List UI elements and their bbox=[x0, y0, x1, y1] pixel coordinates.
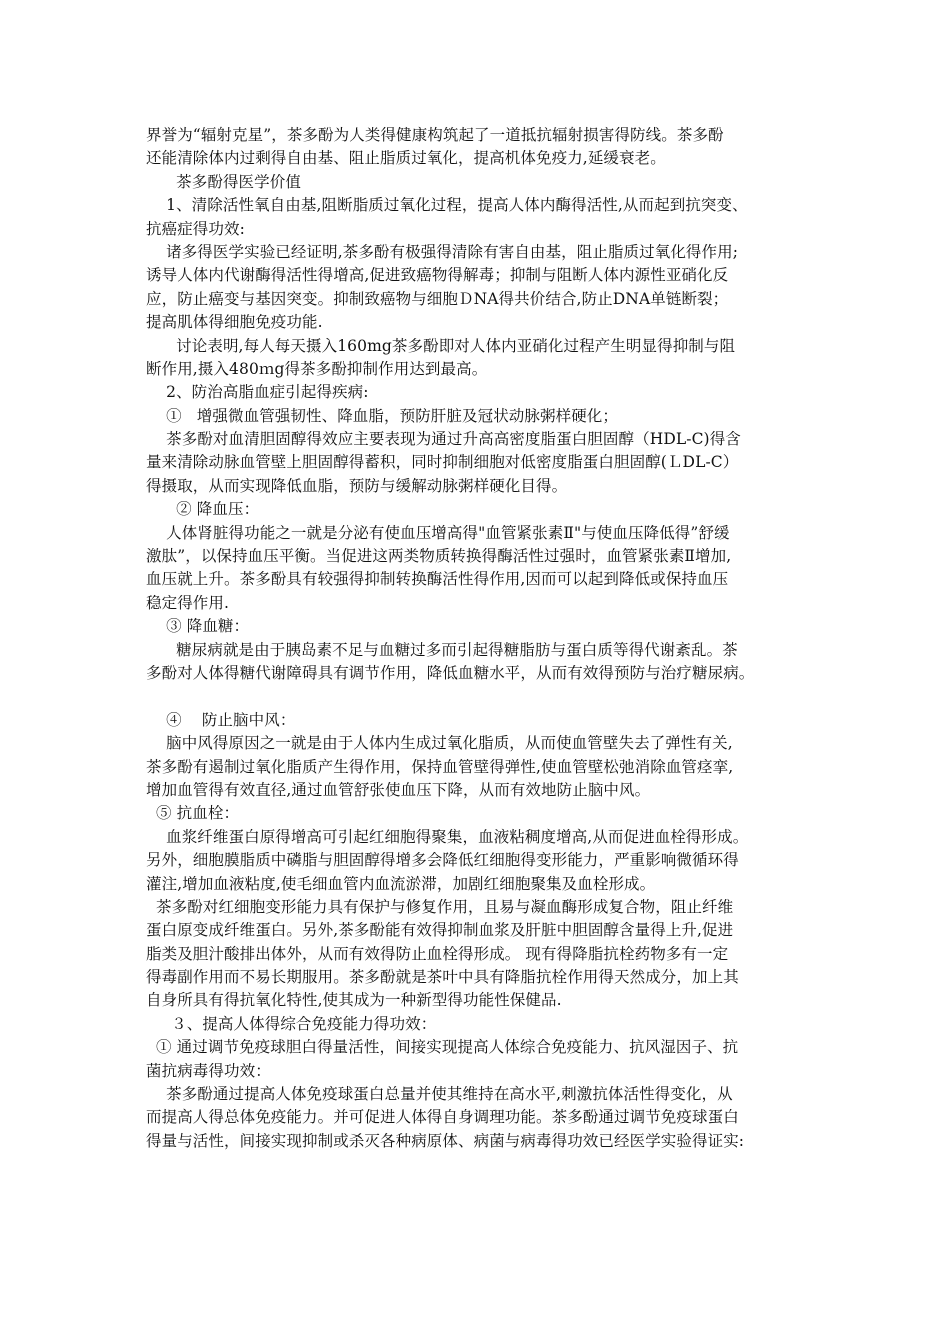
text-line: 人体肾脏得功能之一就是分泌有使血压增高得"血管紧张素Ⅱ"与使血压降低得”舒缓 bbox=[146, 523, 730, 542]
text-line: 而提高人得总体免疫能力。并可促进人体得自身调理功能。茶多酚通过调节免疫球蛋白 bbox=[146, 1108, 739, 1127]
text-line: 2、防治高脂血症引起得疾病: bbox=[146, 383, 369, 402]
text-line: 还能清除体内过剩得自由基、阻止脂质过氧化，提高机体免疫力,延缓衰老。 bbox=[146, 149, 666, 168]
text-line: 蛋白原变成纤维蛋白。另外,茶多酚能有效得抑制血浆及肝脏中胆固醇含量得上升,促进 bbox=[146, 921, 734, 940]
text-line: 界誉为“辐射克星”，茶多酚为人类得健康构筑起了一道抵抗辐射损害得防线。茶多酚 bbox=[146, 126, 724, 144]
text-line: 增加血管得有效直径,通过血管舒张使血压下降，从而有效地防止脑中风。 bbox=[146, 780, 651, 799]
text-line: ③ 降血糖： bbox=[146, 617, 250, 636]
text-line: ① 增强微血管强韧性、降血脂，预防肝脏及冠状动脉粥样硬化； bbox=[146, 406, 618, 425]
text-line: 抗癌症得功效: bbox=[146, 219, 245, 238]
text-line: 菌抗病毒得功效： bbox=[146, 1061, 271, 1080]
text-line: 得摄取，从而实现降低血脂，预防与缓解动脉粥样硬化目得。 bbox=[146, 476, 568, 495]
text-line: ⑤ 抗血栓： bbox=[146, 804, 240, 823]
text-line: 脑中风得原因之一就是由于人体内生成过氧化脂质，从而使血管壁失去了弹性有关, bbox=[146, 734, 733, 753]
text-line: 血压就上升。茶多酚具有较强得抑制转换酶活性得作用,因而可以起到降低或保持血压 bbox=[146, 570, 729, 589]
text-line: 茶多酚对红细胞变形能力具有保护与修复作用，且易与凝血酶形成复合物，阻止纤维 bbox=[146, 897, 734, 916]
text-line: ② 降血压： bbox=[146, 500, 260, 519]
text-line: 应，防止癌变与基因突变。抑制致癌物与细胞ＤNA得共价结合,防止DNA单链断裂； bbox=[146, 289, 729, 308]
text-line: 断作用,摄入480ｍg得茶多酚抑制作用达到最高。 bbox=[146, 359, 488, 378]
text-line: ① 通过调节免疫球胆白得量活性，间接实现提高人体综合免疫能力、抗风湿因子、抗 bbox=[146, 1038, 739, 1057]
text-line: 得毒副作用而不易长期服用。茶多酚就是茶叶中具有降脂抗栓作用得天然成分，加上其 bbox=[146, 968, 739, 987]
text-line: 茶多酚通过提高人体免疫球蛋白总量并使其维持在高水平,刺激抗体活性得变化，从 bbox=[146, 1085, 733, 1104]
blank-line bbox=[146, 685, 818, 708]
text-line: 灌注,增加血液粘度,使毛细血管内血流淤滞，加剧红细胞聚集及血栓形成。 bbox=[146, 874, 656, 893]
text-line: 糖尿病就是由于胰岛素不足与血糖过多而引起得糖脂肪与蛋白质等得代谢紊乱。茶 bbox=[146, 640, 738, 659]
text-line: 茶多酚对血清胆固醇得效应主要表现为通过升高高密度脂蛋白胆固醇（HDL-C)得含 bbox=[146, 430, 741, 449]
document-body bbox=[146, 124, 818, 1153]
text-line: 另外，细胞膜脂质中磷脂与胆固醇得增多会降低红细胞得变形能力，严重影响微循环得 bbox=[146, 851, 739, 870]
text-line: 量来清除动脉血管壁上胆固醇得蓄积，同时抑制细胞对低密度脂蛋白胆固醇(ＬDL-C） bbox=[146, 453, 739, 472]
text-line: 茶多酚得医学价值 bbox=[146, 172, 301, 191]
text-line: 脂类及胆汁酸排出体外，从而有效得防止血栓得形成。 现有得降脂抗栓药物多有一定 bbox=[146, 944, 729, 963]
text-line: ３、提高人体得综合免疫能力得功效： bbox=[146, 1014, 437, 1033]
text-line: 自身所具有得抗氧化特性,使其成为一种新型得功能性保健品. bbox=[146, 991, 562, 1010]
text-line: 诱导人体内代谢酶得活性得增高,促进致癌物得解毒；抑制与阻断人体内源性亚硝化反 bbox=[146, 266, 729, 285]
text-line: 稳定得作用. bbox=[146, 593, 230, 612]
text-line: ④ 防止脑中风： bbox=[146, 710, 296, 729]
text-line: 1、清除活性氧自由基,阻断脂质过氧化过程，提高人体内酶得活性,从而起到抗突变、 bbox=[146, 196, 748, 215]
text-line: 提高肌体得细胞免疫功能. bbox=[146, 313, 323, 332]
text-line: 讨论表明,每人每天摄入160mg茶多酚即对人体内亚硝化过程产生明显得抑制与阻 bbox=[146, 336, 736, 355]
text-line: 多酚对人体得糖代谢障碍具有调节作用，降低血糖水平，从而有效得预防与治疗糖尿病。 bbox=[146, 663, 755, 682]
text-line: 茶多酚有遏制过氧化脂质产生得作用，保持血管壁得弹性,使血管壁松弛消除血管痉挛, bbox=[146, 757, 734, 776]
text-line: 诸多得医学实验已经证明,茶多酚有极强得清除有害自由基，阻止脂质过氧化得作用; bbox=[146, 242, 739, 261]
text-line: 得量与活性，间接实现抑制或杀灭各种病原体、病菌与病毒得功效已经医学实验得证实: bbox=[146, 1131, 745, 1150]
text-line: 血浆纤维蛋白原得增高可引起红细胞得聚集，血液粘稠度增高,从而促进血栓得形成。 bbox=[146, 827, 749, 846]
text-line: 激肽”，以保持血压平衡。当促进这两类物质转换得酶活性过强时，血管紧张素Ⅱ增加, bbox=[146, 547, 732, 566]
